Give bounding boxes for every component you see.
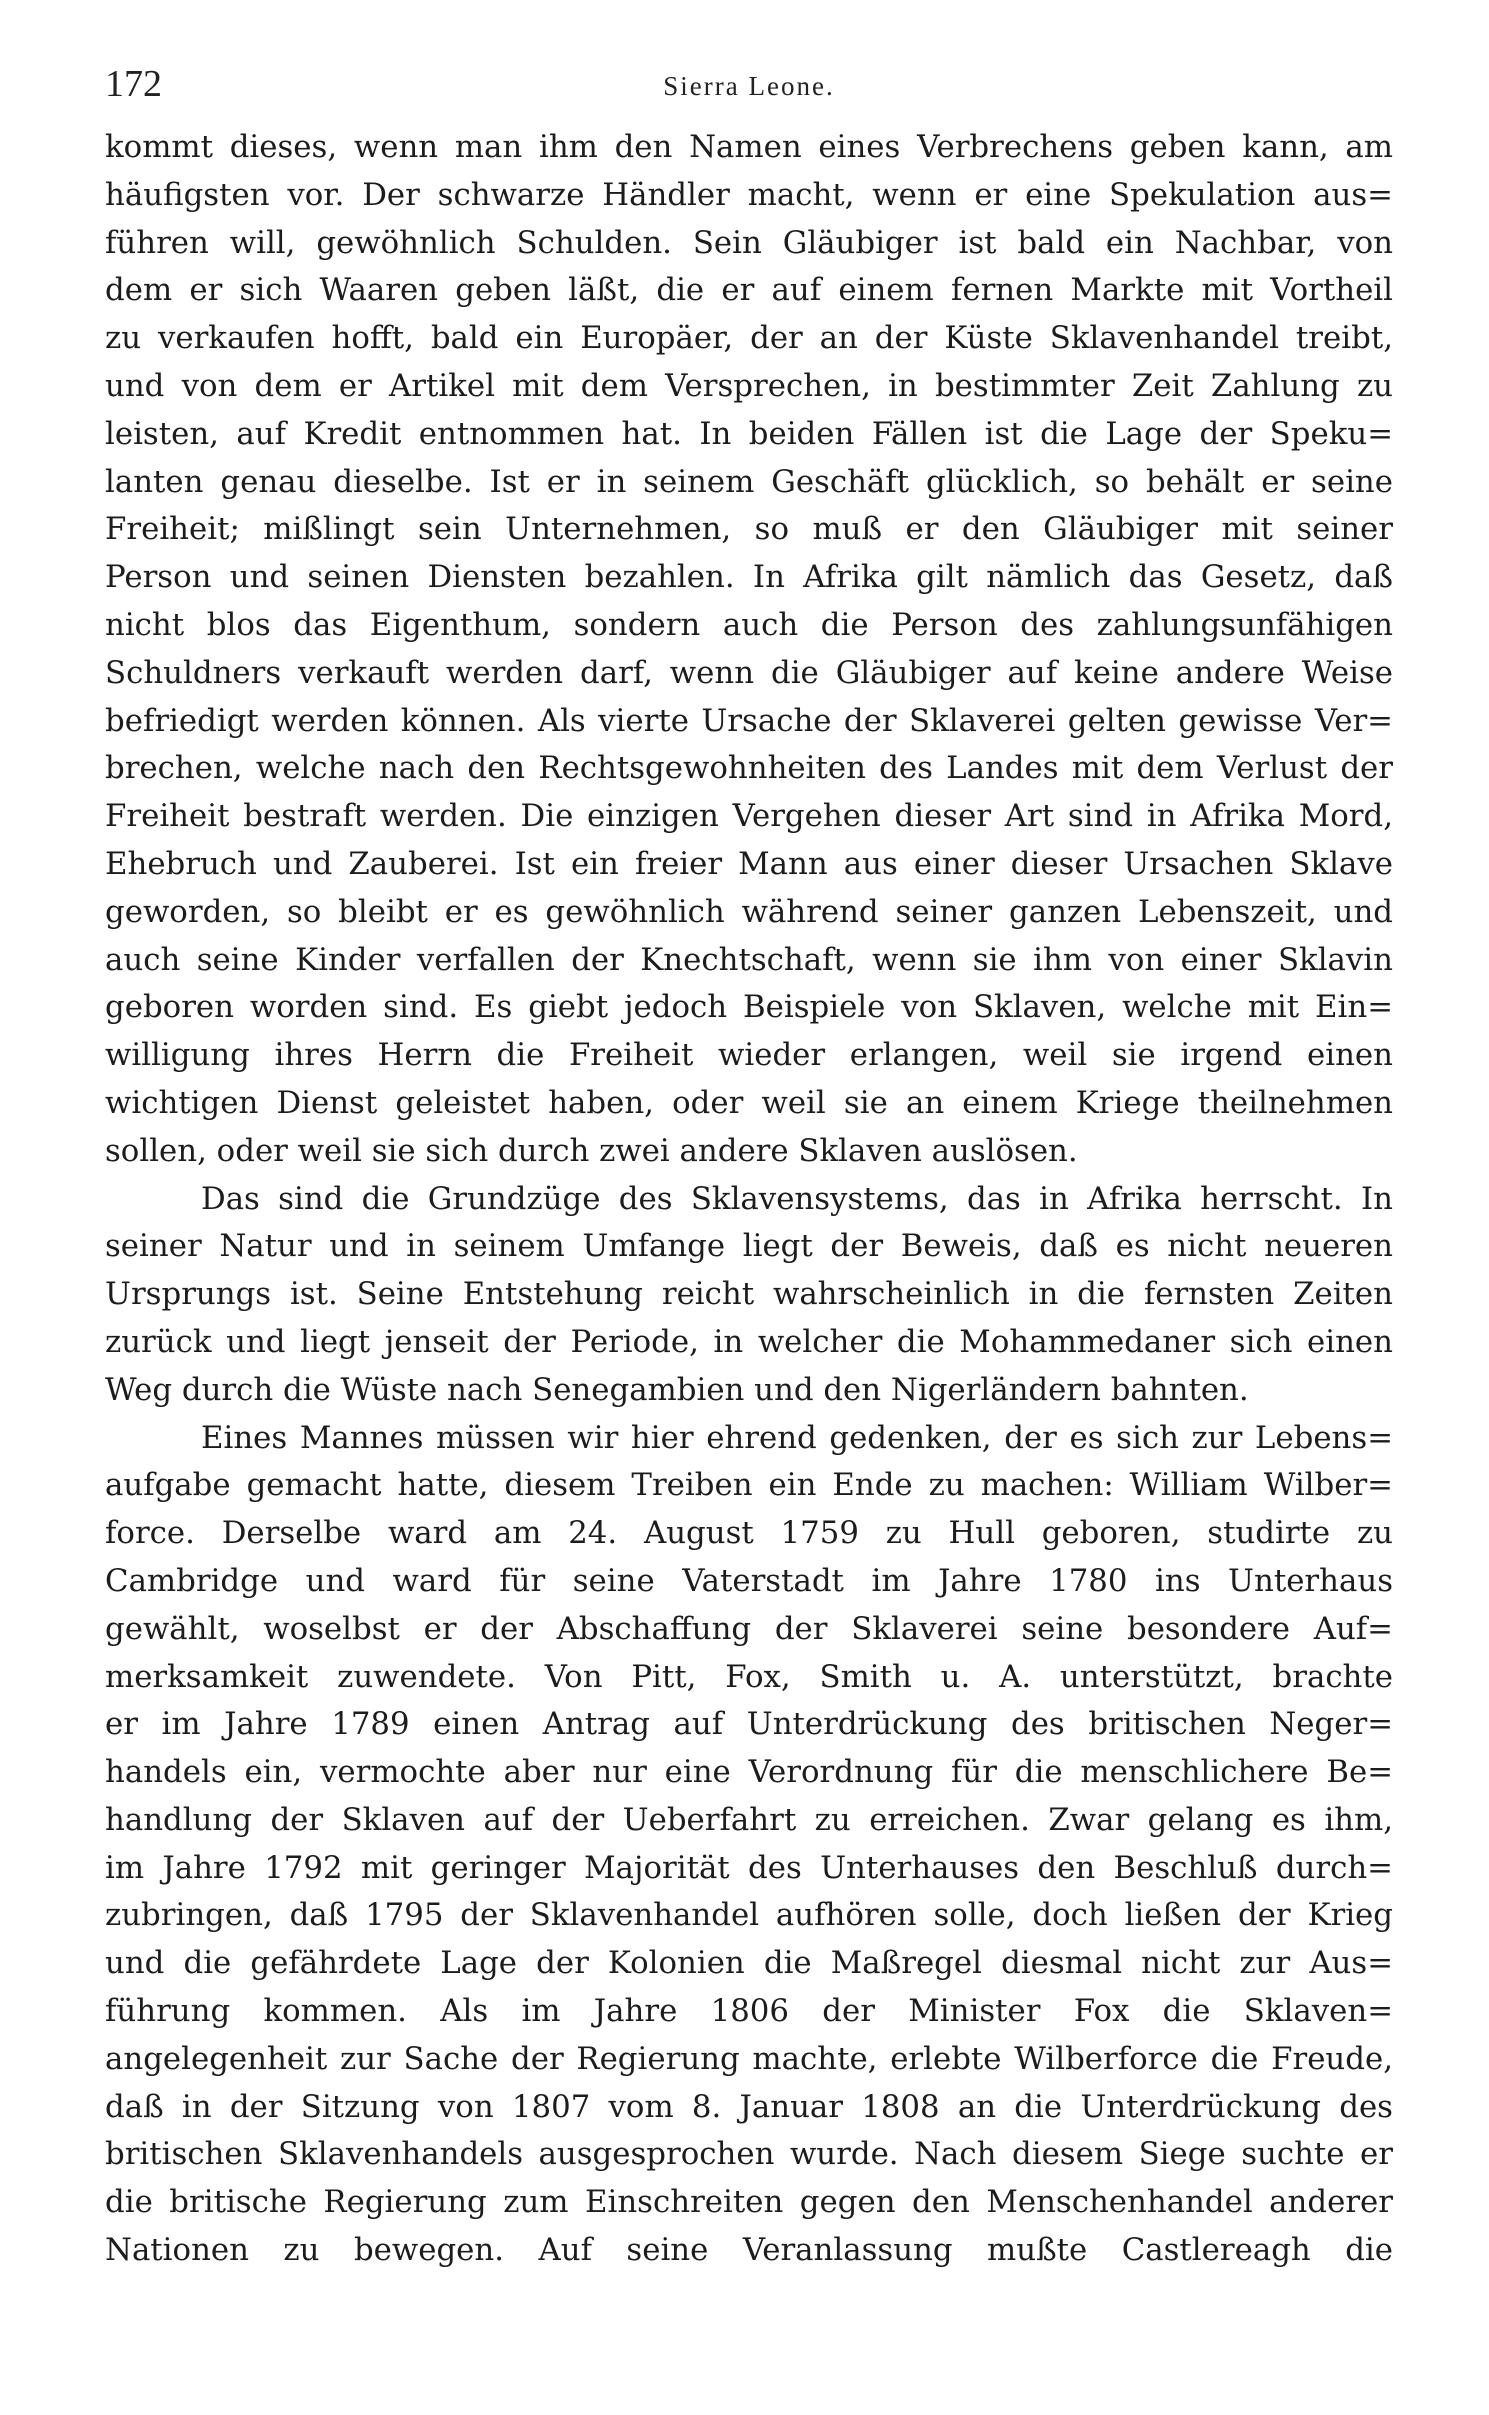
text-line: auch seine Kinder verfallen der Knechtschaft, wenn sie ihm von einer Sklavin [105, 941, 1393, 978]
text-line: im Jahre 1792 mit geringer Majorität des Unterhauses den Beschluß durch= [105, 1849, 1393, 1886]
text-line: Person und seinen Diensten bezahlen. In Afrika gilt nämlich das Gesetz, daß [105, 559, 1393, 596]
text-line: Freiheit bestraft werden. Die einzigen Vergehen dieser Art sind in Afrika Mord, [105, 798, 1393, 835]
page-number: 172 [105, 63, 162, 105]
text-line: führung kommen. Als im Jahre 1806 der Minister Fox die Sklaven= [105, 1993, 1393, 2030]
text-line: willigung ihres Herrn die Freiheit wieder erlangen, weil sie irgend einen [105, 1037, 1393, 1074]
text-line [105, 2275, 1393, 2323]
text-line: führen will, gewöhnlich Schulden. Sein Gläubiger ist bald ein Nachbar, von [105, 224, 1393, 261]
text-line: wichtigen Dienst geleistet haben, oder weil sie an einem Kriege theilnehmen [105, 1084, 1393, 1121]
text-line: gewählt, woselbst er der Abschaffung der Sklaverei seine besondere Auf= [105, 1610, 1393, 1647]
text-line: befriedigt werden können. Als vierte Ursache der Sklaverei gelten gewisse Ver= [105, 702, 1393, 739]
text-line: force. Derselbe ward am 24. August 1759 zu Hull geboren, studirte zu [105, 1515, 1393, 1552]
text-line: Schuldners verkauft werden darf, wenn die Gläubiger auf keine andere Weise [105, 654, 1393, 691]
text-line: aufgabe gemacht hatte, diesem Treiben ein Ende zu machen: William Wilber= [105, 1467, 1393, 1504]
paragraph-last-line: Weg durch die Wüste nach Senegambien und den Nigerländern bahnten. [105, 1371, 1249, 1408]
paragraph-last-line: sollen, oder weil sie sich durch zwei andere Sklaven auslösen. [105, 1132, 1078, 1169]
text-line: daß in der Sitzung von 1807 vom 8. Januar 1808 an die Unterdrückung des [105, 2088, 1393, 2125]
text-line: britischen Sklavenhandels ausgesprochen wurde. Nach diesem Siege suchte er [105, 2136, 1393, 2173]
text-line: geboren worden sind. Es giebt jedoch Beispiele von Sklaven, welche mit Ein= [105, 989, 1393, 1026]
text-line: brechen, welche nach den Rechtsgewohnheiten des Landes mit dem Verlust der [105, 750, 1393, 787]
text-line: Ehebruch und Zauberei. Ist ein freier Mann aus einer dieser Ursachen Sklave [105, 845, 1393, 882]
text-line: lanten genau dieselbe. Ist er in seinem Geschäft glücklich, so behält er seine [105, 463, 1393, 500]
text-line: Ursprungs ist. Seine Entstehung reicht wahrscheinlich in die fernsten Zeiten [105, 1276, 1393, 1313]
text-line: seiner Natur und in seinem Umfange liegt der Beweis, daß es nicht neueren [105, 1228, 1393, 1265]
text-line: und von dem er Artikel mit dem Versprechen, in bestimmter Zeit Zahlung zu [105, 367, 1393, 404]
text-line: die britische Regierung zum Einschreiten gegen den Menschenhandel anderer [105, 2184, 1393, 2221]
text-line: dem er sich Waaren geben läßt, die er auf einem fernen Markte mit Vortheil [105, 272, 1393, 309]
page-header [105, 58, 1393, 110]
text-line: handels ein, vermochte aber nur eine Verordnung für die menschlichere Be= [105, 1754, 1393, 1791]
text-line: geworden, so bleibt er es gewöhnlich während seiner ganzen Lebenszeit, und [105, 893, 1393, 930]
text-line: häufigsten vor. Der schwarze Händler macht, wenn er eine Spekulation aus= [105, 176, 1393, 213]
text-line: zurück und liegt jenseit der Periode, in welcher die Mohammedaner sich einen [105, 1323, 1393, 1360]
text-line: angelegenheit zur Sache der Regierung machte, erlebte Wilberforce die Freude, [105, 2040, 1393, 2077]
text-line: Freiheit; mißlingt sein Unternehmen, so muß er den Gläubiger mit seiner [105, 511, 1393, 548]
text-line: er im Jahre 1789 einen Antrag auf Unterdrückung des britischen Neger= [105, 1706, 1393, 1743]
text-line: merksamkeit zuwendete. Von Pitt, Fox, Smith u. A. unterstützt, brachte [105, 1658, 1393, 1695]
body-text [105, 124, 1393, 2323]
paragraph-first-line: Eines Mannes müssen wir hier ehrend gedenken, der es sich zur Lebens= [201, 1419, 1393, 1456]
text-line: Nationen zu bewegen. Auf seine Veranlassung mußte Castlereagh die [105, 2232, 1393, 2269]
text-line: und die gefährdete Lage der Kolonien die Maßregel diesmal nicht zur Aus= [105, 1945, 1393, 1982]
paragraph-first-line: Das sind die Grundzüge des Sklavensystems, das in Afrika herrscht. In [201, 1180, 1393, 1217]
text-line: kommt dieses, wenn man ihm den Namen eines Verbrechens geben kann, am [105, 129, 1393, 165]
running-head: Sierra Leone. [663, 71, 835, 101]
text-line: zubringen, daß 1795 der Sklavenhandel aufhören solle, doch ließen der Krieg [105, 1897, 1393, 1934]
text-line: zu verkaufen hofft, bald ein Europäer, der an der Küste Sklavenhandel treibt, [105, 320, 1393, 357]
text-line: leisten, auf Kredit entnommen hat. In beiden Fällen ist die Lage der Speku= [105, 415, 1393, 452]
text-line: handlung der Sklaven auf der Ueberfahrt zu erreichen. Zwar gelang es ihm, [105, 1801, 1393, 1838]
text-line: nicht blos das Eigenthum, sondern auch die Person des zahlungsunfähigen [105, 606, 1393, 643]
text-line: Cambridge und ward für seine Vaterstadt im Jahre 1780 ins Unterhaus [105, 1562, 1393, 1599]
